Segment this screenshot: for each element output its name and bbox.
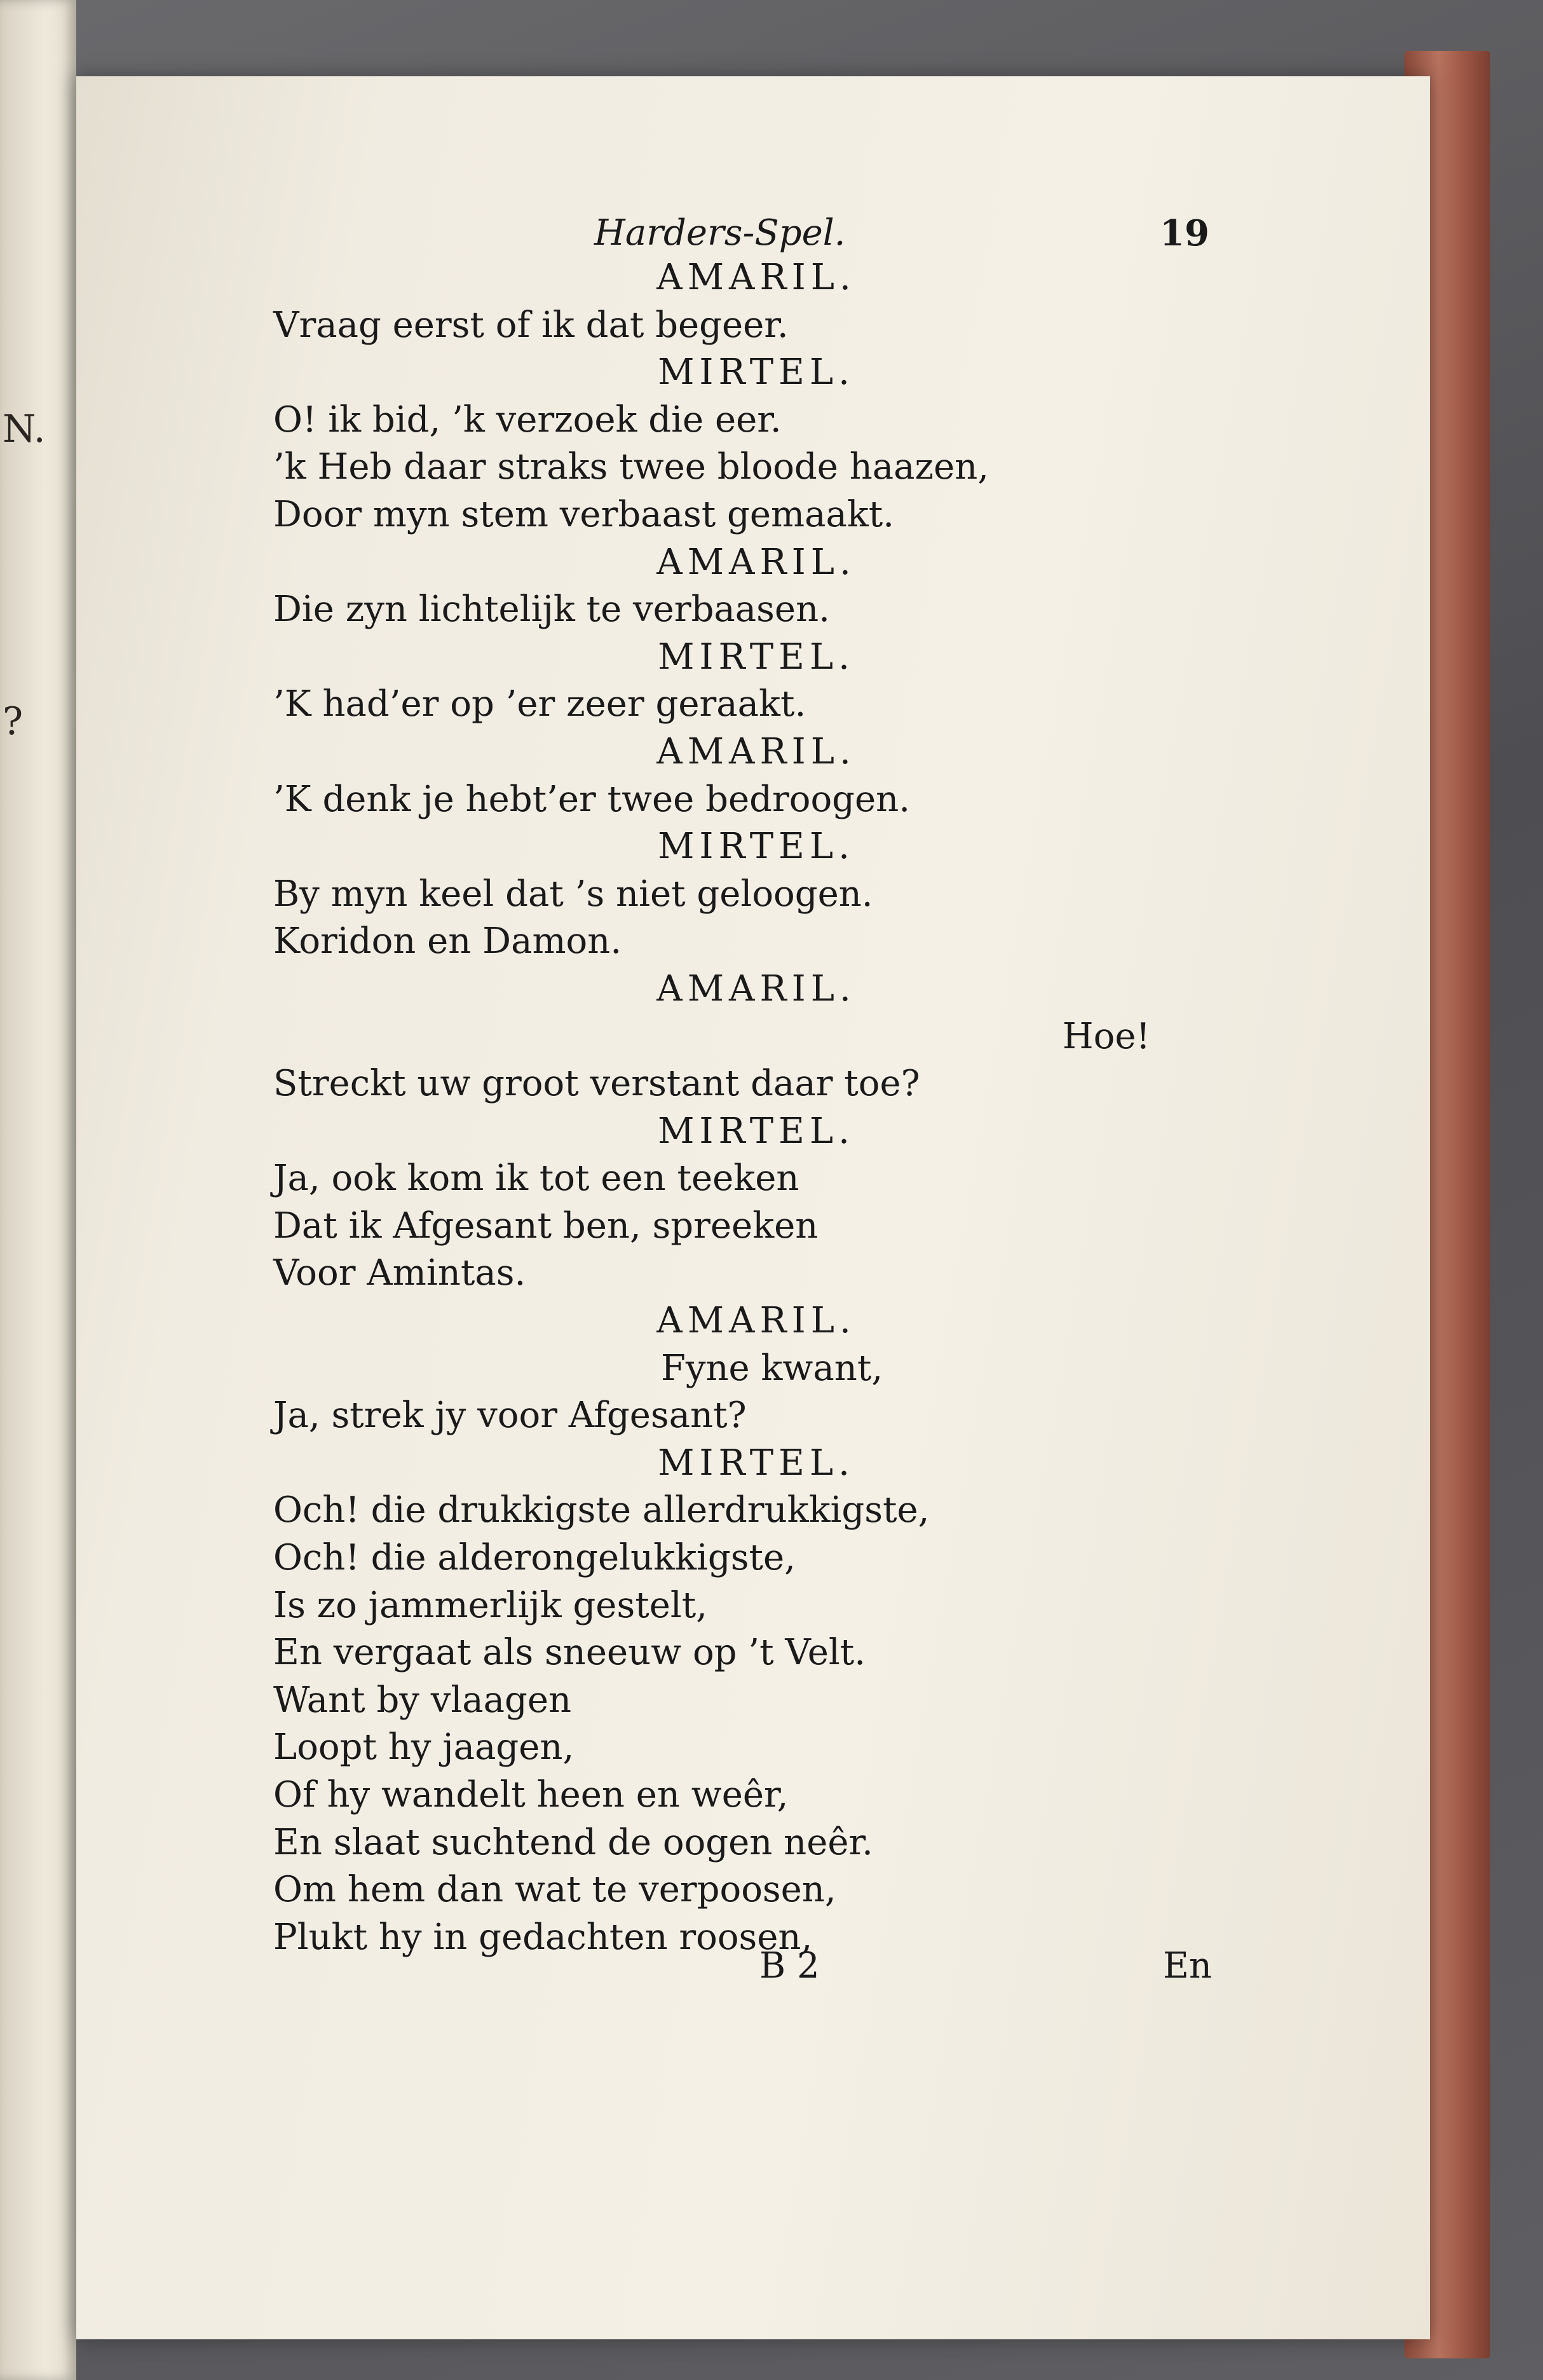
speaker-name: AMARIL. — [656, 730, 856, 772]
cue-line: Hoe! — [1062, 1015, 1150, 1057]
page-number: 19 — [1160, 212, 1209, 254]
verse-line: Och! die alderongelukkigste, — [273, 1537, 796, 1579]
verse-line: En vergaat als sneeuw op ’t Velt. — [273, 1632, 866, 1674]
verse-line: ’K denk je hebt’er twee bedroogen. — [273, 778, 911, 820]
left-page-fragment: N. — [3, 407, 46, 451]
verse-line: Is zo jammerlijk gestelt, — [273, 1584, 708, 1626]
verse-text-block — [273, 254, 1239, 1961]
catchword: En — [1163, 1945, 1212, 1987]
verse-line: Ja, ook kom ik tot een teeken — [273, 1158, 799, 1200]
speaker-name: AMARIL. — [656, 541, 856, 583]
speaker-name: MIRTEL. — [658, 636, 855, 678]
speaker-name: MIRTEL. — [658, 352, 855, 393]
book-page — [76, 76, 1430, 2339]
verse-line: Och! die drukkigste allerdrukkigste, — [273, 1489, 930, 1531]
verse-line: Streckt uw groot verstant daar toe? — [273, 1063, 920, 1105]
speaker-name: MIRTEL. — [658, 826, 855, 868]
verse-line: Door myn stem verbaast gemaakt. — [273, 493, 895, 535]
verse-line: Of hy wandelt heen en weêr, — [273, 1774, 789, 1816]
verse-line: Voor Amintas. — [273, 1252, 526, 1294]
speaker-name: AMARIL. — [656, 1300, 856, 1342]
verse-line: ’k Heb daar straks twee bloode haazen, — [273, 446, 989, 488]
verse-line: Koridon en Damon. — [273, 920, 622, 962]
verse-line: Vraag eerst of ik dat begeer. — [273, 304, 789, 346]
verse-line: Want by vlaagen — [273, 1679, 572, 1721]
speaker-name: AMARIL. — [656, 257, 856, 298]
verse-line: O! ik bid, ’k verzoek die eer. — [273, 399, 782, 441]
verse-line: Die zyn lichtelijk te verbaasen. — [273, 589, 830, 631]
left-page-fragment: ? — [3, 699, 24, 744]
speaker-name: AMARIL. — [656, 968, 856, 1009]
verse-line: Om hem dan wat te verpoosen, — [273, 1869, 836, 1911]
speaker-name: MIRTEL. — [658, 1442, 855, 1484]
printer-signature: B 2 — [759, 1945, 820, 1987]
speaker-name: MIRTEL. — [658, 1110, 855, 1152]
verse-line: Dat ik Afgesant ben, spreeken — [273, 1205, 819, 1247]
verse-line: ’K had’er op ’er zeer geraakt. — [273, 683, 806, 725]
verse-line: By myn keel dat ’s niet geloogen. — [273, 873, 873, 915]
verse-line: En slaat suchtend de oogen neêr. — [273, 1821, 873, 1863]
cue-line: Fyne kwant, — [661, 1347, 883, 1389]
verse-line: Loopt hy jaagen, — [273, 1727, 574, 1768]
verse-line: Ja, strek jy voor Afgesant? — [273, 1395, 747, 1437]
left-page-edge — [0, 0, 76, 2380]
running-title: Harders-Spel. — [594, 212, 846, 254]
verse-line: Plukt hy in gedachten roosen, — [273, 1916, 813, 1958]
